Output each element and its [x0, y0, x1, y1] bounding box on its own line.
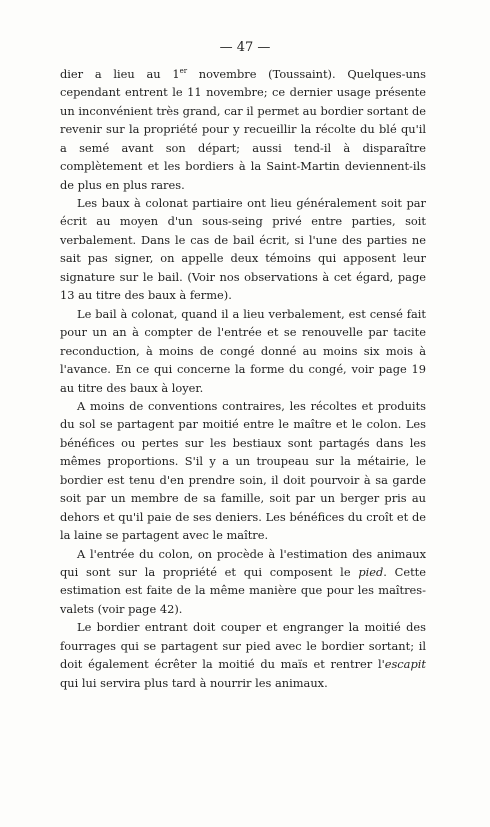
text-run: Les baux à colonat partiaire ont lieu généralement soit par écrit au moyen d'un sous-seing privé entre parties, soit verbalement. Dans le cas de bail écrit, si l'une des parties ne sait pas signer, on appelle deux témoins qui apposent leur signature sur le bail. (Voir nos observations à cet égard, page 13 au titre des baux à ferme). — [60, 195, 426, 303]
paragraph — [60, 397, 426, 545]
paragraph — [60, 545, 426, 619]
italic-term: escapit — [384, 657, 426, 672]
paragraph — [60, 194, 426, 305]
text-run: qui lui servira plus tard à nourrir les animaux. — [60, 675, 328, 690]
text-run: A moins de conventions contraires, les récoltes et produits du sol se partagent par moitié entre le maître et le colon. Les bénéfices ou pertes sur les bestiaux sont partagés dans les mêmes proportions. S'il y a un troupeau sur la métairie, le bordier est tenu d'en prendre soin, il doit pourvoir à sa garde soit par un membre de sa famille, soit par un berger pris au dehors et qu'il paie de ses deniers. Les bénéfices du croît et de la laine se partagent avec le maître. — [60, 398, 426, 543]
superscript: er — [179, 67, 188, 75]
paragraph — [60, 618, 426, 692]
text-run: Le bail à colonat, quand il a lieu verbalement, est censé fait pour un an à compter de l'entrée et se renouvelle par tacite reconduction, à moins de congé donné au moins six mois à l'avance. En ce qui concerne la forme du congé, voir page 19 au titre des baux à loyer. — [60, 306, 426, 395]
body-text — [60, 62, 426, 692]
page-number: — 47 — — [219, 40, 271, 55]
italic-term: pied — [358, 565, 384, 580]
text-run: A l'entrée du colon, on procède à l'estimation des animaux qui sont sur la propriété et qui composent le — [60, 546, 426, 580]
text-run: dier a lieu au 1 — [60, 66, 180, 81]
text-run: novembre (Toussaint). Quelques-uns cependant entrent le 11 novembre; ce dernier usage présente un inconvénient très grand, car il permet au bordier sortant de revenir sur la propriété pour y recueillir la récolte du blé qu'il a semé avant son départ; aussi tend-il à disparaître complètement et les bordiers à la Saint-Martin deviennent-ils de plus en plus rares. — [60, 66, 426, 192]
paragraph — [60, 62, 426, 194]
text-run: . Cette estimation est faite de la même manière que pour les maîtres-valets (voir page 42). — [60, 565, 426, 616]
paragraph — [60, 305, 426, 397]
text-run: Le bordier entrant doit couper et engranger la moitié des fourrages qui se partagent sur pied avec le bordier sortant; il doit également écrêter la moitié du maïs et rentrer l' — [60, 620, 426, 672]
